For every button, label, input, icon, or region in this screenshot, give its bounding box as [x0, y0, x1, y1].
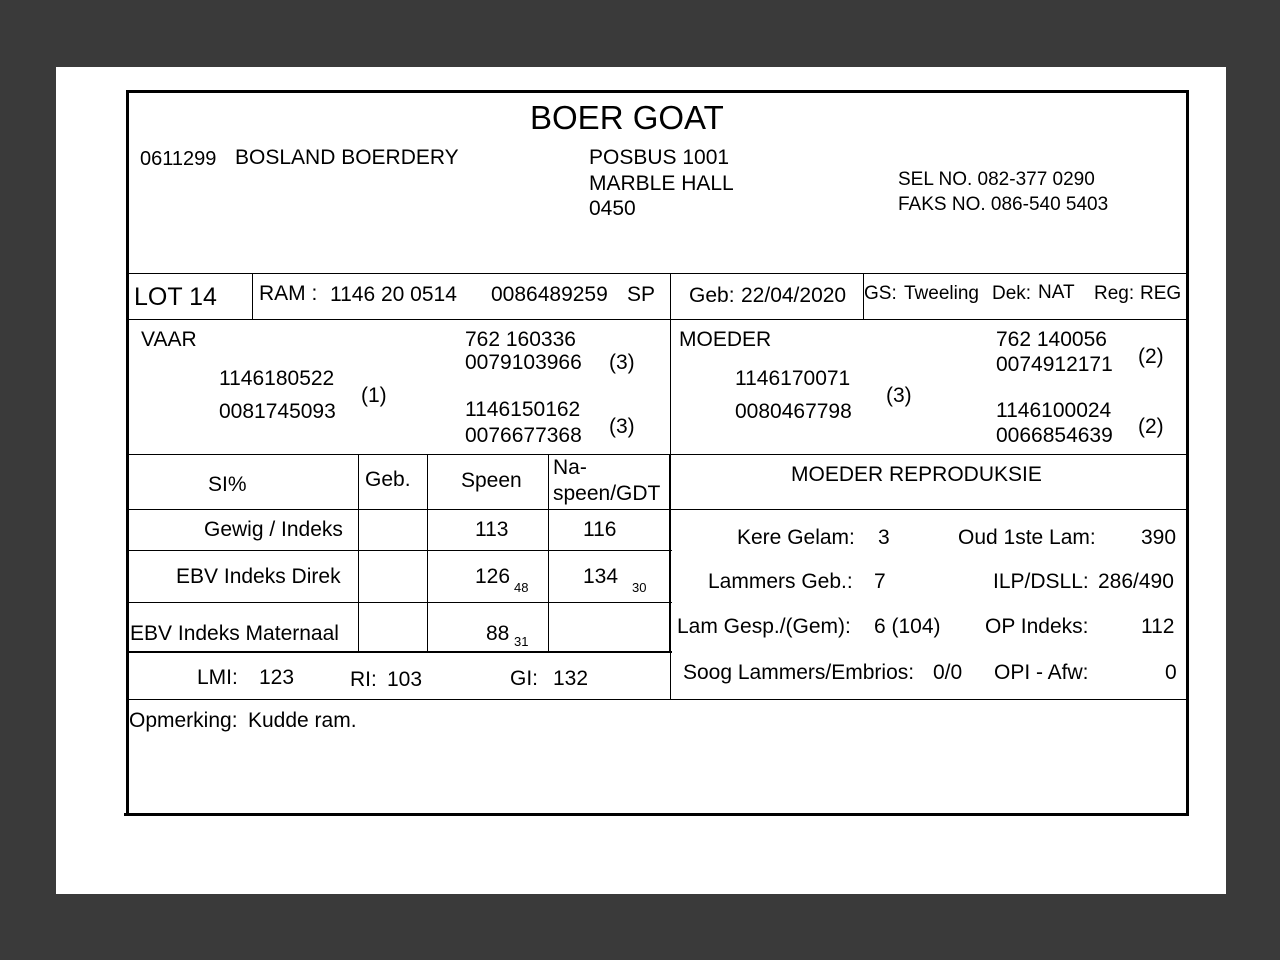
breeder-number: 0611299: [140, 148, 217, 170]
rule-row2: [128, 602, 672, 603]
rule-lot-divider: [252, 273, 253, 319]
ram-registration: 0086489259: [491, 283, 608, 306]
rule-col-geb: [358, 455, 359, 652]
gi-label: GI:: [510, 667, 539, 690]
reg-value: REG: [1140, 283, 1182, 304]
ebv-direk-naspeen: 134: [583, 565, 619, 588]
remark-text: Kudde ram.: [248, 709, 357, 732]
gi-value: 132: [553, 667, 589, 690]
gs-label: GS:: [864, 283, 897, 304]
lmi-value: 123: [259, 666, 295, 689]
si-header: SI%: [208, 473, 247, 496]
rule-row3: [128, 651, 672, 653]
ebv-direk-naspeen-accuracy: 30: [632, 580, 647, 595]
geb-header: Geb.: [365, 468, 411, 491]
dam-dam-grade: (2): [1138, 415, 1164, 438]
ri-label: RI:: [350, 668, 377, 691]
ebv-maternaal-label: EBV Indeks Maternaal: [130, 622, 339, 645]
reproduction-title: MOEDER REPRODUKSIE: [791, 463, 1042, 486]
ebv-maternaal-speen-accuracy: 31: [514, 634, 529, 649]
card-page: [56, 67, 1226, 894]
ram-grade: SP: [627, 283, 656, 306]
opi-label: OPI - Afw:: [994, 661, 1089, 684]
dam-label: MOEDER: [679, 328, 772, 351]
soog-label: Soog Lammers/Embrios:: [683, 661, 915, 684]
geb-label: Geb:: [689, 284, 735, 307]
gewig-speen: 113: [475, 518, 509, 541]
dam-sire-reg: 0074912171: [996, 353, 1113, 376]
ri-value: 103: [387, 668, 423, 691]
gewig-naspeen: 116: [583, 518, 617, 541]
card-title: BOER GOAT: [530, 99, 724, 136]
sire-dam-id: 1146150162: [465, 398, 581, 421]
dam-grade: (3): [886, 384, 912, 407]
oud-label: Oud 1ste Lam:: [958, 526, 1096, 549]
rule-lot: [128, 319, 1187, 320]
address-line-2: MARBLE HALL: [589, 172, 734, 195]
dam-sire-id: 762 140056: [996, 328, 1107, 351]
dam-sire-grade: (2): [1138, 345, 1164, 368]
sire-reg: 0081745093: [219, 400, 336, 423]
ilp-value: 286/490: [1098, 570, 1174, 593]
rule-col-naspeen: [548, 455, 549, 652]
frame-bottom: [124, 813, 1189, 816]
frame-right: [1186, 90, 1189, 815]
cell-number: SEL NO. 082-377 0290: [898, 169, 1095, 190]
naspeen-header-line2: speen/GDT: [553, 482, 661, 505]
sire-sire-id: 762 160336: [465, 328, 576, 351]
reg-label: Reg:: [1094, 283, 1135, 304]
lam-gesp-value: 6 (104): [874, 615, 941, 638]
rule-header: [128, 273, 1187, 274]
fax-number: FAKS NO. 086-540 5403: [898, 194, 1109, 215]
sire-dam-grade: (3): [609, 415, 635, 438]
rule-pedigree: [128, 454, 1187, 455]
lammers-geb-label: Lammers Geb.:: [708, 570, 853, 593]
oud-value: 390: [1141, 526, 1177, 549]
op-label: OP Indeks:: [985, 615, 1089, 638]
naspeen-header-line1: Na-: [553, 456, 587, 479]
gewig-label: Gewig / Indeks: [204, 518, 343, 541]
dek-label: Dek:: [992, 283, 1032, 304]
kere-gelam-label: Kere Gelam:: [737, 526, 855, 549]
rule-headers: [128, 509, 1187, 510]
opi-value: 0: [1165, 661, 1177, 684]
ebv-direk-speen-accuracy: 48: [514, 580, 529, 595]
ram-id: 1146 20 0514: [330, 283, 457, 306]
op-value: 112: [1141, 615, 1175, 638]
dam-dam-id: 1146100024: [996, 399, 1112, 422]
ebv-direk-speen: 126: [475, 565, 511, 588]
remark-label: Opmerking:: [129, 709, 238, 732]
gs-value: Tweeling: [904, 283, 979, 304]
dek-value: NAT: [1038, 282, 1075, 303]
soog-value: 0/0: [933, 661, 963, 684]
lmi-label: LMI:: [197, 666, 238, 689]
lam-gesp-label: Lam Gesp./(Gem):: [677, 615, 851, 638]
sire-sire-reg: 0079103966: [465, 351, 582, 374]
lot-number: LOT 14: [134, 283, 217, 311]
geb-date: 22/04/2020: [741, 284, 847, 307]
sire-id: 1146180522: [219, 367, 335, 390]
sire-dam-reg: 0076677368: [465, 424, 582, 447]
sire-label: VAAR: [141, 328, 197, 351]
dam-id: 1146170071: [735, 367, 851, 390]
frame-left: [126, 90, 129, 815]
ram-label: RAM :: [259, 282, 318, 305]
sire-sire-grade: (3): [609, 351, 635, 374]
lammers-geb-value: 7: [874, 570, 886, 593]
rule-center-thick: [669, 455, 671, 652]
ebv-direk-label: EBV Indeks Direk: [176, 565, 341, 588]
address-line-3: 0450: [589, 197, 636, 220]
dam-dam-reg: 0066854639: [996, 424, 1113, 447]
rule-row1: [128, 550, 672, 551]
address-line-1: POSBUS 1001: [589, 146, 730, 169]
dam-reg: 0080467798: [735, 400, 852, 423]
speen-header: Speen: [461, 469, 522, 492]
breeder-name: BOSLAND BOERDERY: [235, 146, 459, 169]
ebv-maternaal-speen: 88: [486, 622, 510, 645]
sire-grade: (1): [361, 384, 387, 407]
ilp-label: ILP/DSLL:: [993, 570, 1089, 593]
kere-gelam-value: 3: [878, 526, 890, 549]
rule-col-speen: [427, 455, 428, 652]
frame-top: [126, 90, 1189, 93]
rule-indices: [128, 699, 1187, 700]
